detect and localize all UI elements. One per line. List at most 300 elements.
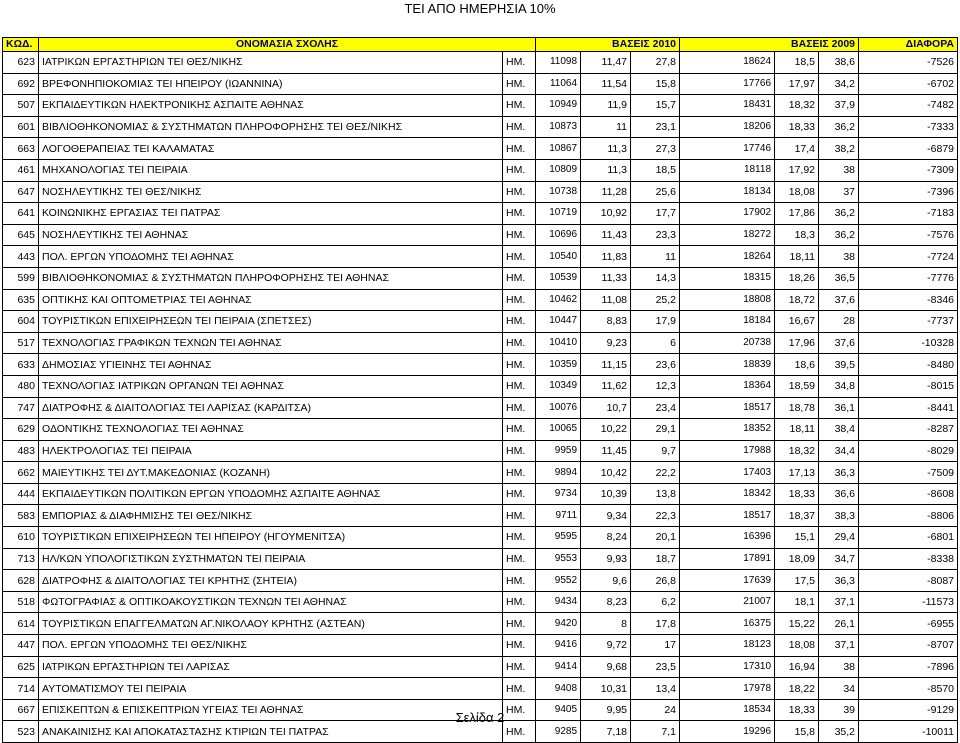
row-type: ΗΜ. — [503, 289, 536, 311]
row-code: 614 — [3, 613, 39, 635]
row-school-name: ΤΕΧΝΟΛΟΓΙΑΣ ΙΑΤΡΙΚΩΝ ΟΡΓΑΝΩΝ ΤΕΙ ΑΘΗΝΑΣ — [39, 375, 503, 397]
row-2010-score-a: 11,28 — [581, 181, 631, 203]
row-2010-score-a: 10,7 — [581, 397, 631, 419]
row-2010-score-a: 10,39 — [581, 483, 631, 505]
row-2010-score-a: 11,54 — [581, 73, 631, 95]
row-bases-2009: 18118 — [680, 159, 775, 181]
row-bases-2010: 10738 — [536, 181, 581, 203]
table-row — [3, 159, 958, 181]
row-school-name: ΦΩΤΟΓΡΑΦΙΑΣ & ΟΠΤΙΚΟΑΚΟΥΣΤΙΚΩΝ ΤΕΧΝΩΝ ΤΕΙ ΑΘΗΝΑΣ — [39, 591, 503, 613]
row-type: ΗΜ. — [503, 419, 536, 441]
row-2010-score-b: 13,8 — [631, 483, 680, 505]
row-difference: -8570 — [859, 678, 958, 700]
row-school-name: ΕΜΠΟΡΙΑΣ & ΔΙΑΦΗΜΙΣΗΣ ΤΕΙ ΘΕΣ/ΝΙΚΗΣ — [39, 505, 503, 527]
table-row — [3, 354, 958, 376]
row-2010-score-a: 7,18 — [581, 721, 631, 743]
row-code: 714 — [3, 678, 39, 700]
row-2010-score-a: 8,24 — [581, 527, 631, 549]
row-2009-score-b: 28 — [819, 311, 859, 333]
row-type: ΗΜ. — [503, 527, 536, 549]
row-bases-2009: 17978 — [680, 678, 775, 700]
row-2010-score-a: 10,22 — [581, 419, 631, 441]
row-code: 645 — [3, 224, 39, 246]
row-2009-score-b: 39,5 — [819, 354, 859, 376]
row-2009-score-a: 17,97 — [775, 73, 819, 95]
row-bases-2010: 10359 — [536, 354, 581, 376]
row-bases-2009: 18206 — [680, 116, 775, 138]
row-2009-score-a: 18,5 — [775, 52, 819, 74]
row-bases-2009: 18272 — [680, 224, 775, 246]
row-school-name: ΟΠΤΙΚΗΣ ΚΑΙ ΟΠΤΟΜΕΤΡΙΑΣ ΤΕΙ ΑΘΗΝΑΣ — [39, 289, 503, 311]
row-bases-2010: 9405 — [536, 699, 581, 721]
row-2009-score-b: 34,2 — [819, 73, 859, 95]
row-school-name: ΜΗΧΑΝΟΛΟΓΙΑΣ ΤΕΙ ΠΕΙΡΑΙΑ — [39, 159, 503, 181]
row-bases-2010: 10447 — [536, 311, 581, 333]
row-difference: -8806 — [859, 505, 958, 527]
row-bases-2010: 10540 — [536, 246, 581, 268]
row-code: 692 — [3, 73, 39, 95]
row-code: 443 — [3, 246, 39, 268]
row-bases-2009: 18264 — [680, 246, 775, 268]
row-2009-score-a: 18,08 — [775, 181, 819, 203]
row-2009-score-b: 26,1 — [819, 613, 859, 635]
row-bases-2010: 9285 — [536, 721, 581, 743]
row-2009-score-a: 17,92 — [775, 159, 819, 181]
row-bases-2009: 18123 — [680, 635, 775, 657]
row-difference: -6879 — [859, 138, 958, 160]
row-bases-2009: 17902 — [680, 203, 775, 225]
row-bases-2009: 17746 — [680, 138, 775, 160]
header-code: ΚΩΔ. — [3, 38, 39, 52]
row-difference: -6702 — [859, 73, 958, 95]
row-type: ΗΜ. — [503, 95, 536, 117]
row-2009-score-b: 36,3 — [819, 462, 859, 484]
row-bases-2009: 18342 — [680, 483, 775, 505]
row-bases-2009: 18517 — [680, 505, 775, 527]
row-type: ΗΜ. — [503, 548, 536, 570]
row-school-name: ΜΑΙΕΥΤΙΚΗΣ ΤΕΙ ΔΥΤ.ΜΑΚΕΔΟΝΙΑΣ (ΚΟΖΑΝΗ) — [39, 462, 503, 484]
row-2009-score-a: 18,33 — [775, 699, 819, 721]
row-bases-2009: 18534 — [680, 699, 775, 721]
row-2010-score-a: 10,31 — [581, 678, 631, 700]
header-bases-2009: ΒΑΣΕΙΣ 2009 — [680, 38, 859, 52]
table-row — [3, 440, 958, 462]
row-2010-score-b: 7,1 — [631, 721, 680, 743]
table-row — [3, 52, 958, 74]
table-row — [3, 116, 958, 138]
row-2010-score-a: 11,47 — [581, 52, 631, 74]
row-code: 633 — [3, 354, 39, 376]
row-2009-score-b: 35,2 — [819, 721, 859, 743]
table-row — [3, 267, 958, 289]
row-difference: -7737 — [859, 311, 958, 333]
row-2010-score-b: 18,5 — [631, 159, 680, 181]
row-2009-score-a: 18,09 — [775, 548, 819, 570]
row-code: 747 — [3, 397, 39, 419]
row-difference: -8608 — [859, 483, 958, 505]
row-bases-2010: 9711 — [536, 505, 581, 527]
row-school-name: ΒΙΒΛΙΟΘΗΚΟΝΟΜΙΑΣ & ΣΥΣΤΗΜΑΤΩΝ ΠΛΗΡΟΦΟΡΗΣΗΣ ΤΕΙ ΘΕΣ/ΝΙΚΗΣ — [39, 116, 503, 138]
header-bases-2010: ΒΑΣΕΙΣ 2010 — [536, 38, 680, 52]
row-bases-2010: 10410 — [536, 332, 581, 354]
row-code: 610 — [3, 527, 39, 549]
row-difference: -7509 — [859, 462, 958, 484]
row-2009-score-b: 37 — [819, 181, 859, 203]
row-school-name: ΕΚΠΑΙΔΕΥΤΙΚΩΝ ΗΛΕΚΤΡΟΝΙΚΗΣ ΑΣΠΑΙΤΕ ΑΘΗΝΑΣ — [39, 95, 503, 117]
row-school-name: ΙΑΤΡΙΚΩΝ ΕΡΓΑΣΤΗΡΙΩΝ ΤΕΙ ΘΕΣ/ΝΙΚΗΣ — [39, 52, 503, 74]
row-difference: -10011 — [859, 721, 958, 743]
row-2009-score-b: 36,5 — [819, 267, 859, 289]
row-2010-score-a: 11,08 — [581, 289, 631, 311]
row-2010-score-b: 27,3 — [631, 138, 680, 160]
row-2009-score-b: 36,2 — [819, 203, 859, 225]
row-2009-score-a: 17,4 — [775, 138, 819, 160]
row-school-name: ΗΛ/ΚΩΝ ΥΠΟΛΟΓΙΣΤΙΚΩΝ ΣΥΣΤΗΜΑΤΩΝ ΤΕΙ ΠΕΙΡΑΙΑ — [39, 548, 503, 570]
table-row — [3, 203, 958, 225]
table-row — [3, 613, 958, 635]
row-school-name: ΕΚΠΑΙΔΕΥΤΙΚΩΝ ΠΟΛΙΤΙΚΩΝ ΕΡΓΩΝ ΥΠΟΔΟΜΗΣ ΑΣΠΑΙΤΕ ΑΘΗΝΑΣ — [39, 483, 503, 505]
row-type: ΗΜ. — [503, 505, 536, 527]
table-row — [3, 224, 958, 246]
row-2010-score-b: 20,1 — [631, 527, 680, 549]
row-2010-score-a: 9,34 — [581, 505, 631, 527]
row-code: 523 — [3, 721, 39, 743]
row-2009-score-a: 18,72 — [775, 289, 819, 311]
table-body — [3, 52, 958, 743]
row-type: ΗΜ. — [503, 699, 536, 721]
row-2009-score-b: 37,9 — [819, 95, 859, 117]
row-2010-score-b: 6 — [631, 332, 680, 354]
row-code: 628 — [3, 570, 39, 592]
row-difference: -8441 — [859, 397, 958, 419]
row-2009-score-a: 18,78 — [775, 397, 819, 419]
row-bases-2010: 9959 — [536, 440, 581, 462]
row-bases-2009: 17988 — [680, 440, 775, 462]
row-2010-score-a: 8 — [581, 613, 631, 635]
row-bases-2009: 16396 — [680, 527, 775, 549]
row-2010-score-b: 22,2 — [631, 462, 680, 484]
row-difference: -7482 — [859, 95, 958, 117]
header-name: ΟΝΟΜΑΣΙΑ ΣΧΟΛΗΣ — [39, 38, 536, 52]
row-2010-score-a: 9,23 — [581, 332, 631, 354]
row-type: ΗΜ. — [503, 462, 536, 484]
row-2009-score-a: 18,26 — [775, 267, 819, 289]
row-bases-2009: 17403 — [680, 462, 775, 484]
row-code: 507 — [3, 95, 39, 117]
row-2009-score-b: 37,1 — [819, 635, 859, 657]
row-school-name: ΔΙΑΤΡΟΦΗΣ & ΔΙΑΙΤΟΛΟΓΙΑΣ ΤΕΙ ΛΑΡΙΣΑΣ (ΚΑΡΔΙΤΣΑ) — [39, 397, 503, 419]
row-2010-score-a: 9,93 — [581, 548, 631, 570]
row-school-name: ΙΑΤΡΙΚΩΝ ΕΡΓΑΣΤΗΡΙΩΝ ΤΕΙ ΛΑΡΙΣΑΣ — [39, 656, 503, 678]
row-2010-score-b: 23,1 — [631, 116, 680, 138]
row-2009-score-b: 36,6 — [819, 483, 859, 505]
row-2010-score-a: 11,3 — [581, 159, 631, 181]
row-bases-2010: 10539 — [536, 267, 581, 289]
row-bases-2010: 9595 — [536, 527, 581, 549]
row-2010-score-b: 18,7 — [631, 548, 680, 570]
row-school-name: ΗΛΕΚΤΡΟΛΟΓΙΑΣ ΤΕΙ ΠΕΙΡΑΙΑ — [39, 440, 503, 462]
row-code: 483 — [3, 440, 39, 462]
row-code: 713 — [3, 548, 39, 570]
row-difference: -8707 — [859, 635, 958, 657]
row-school-name: ΤΟΥΡΙΣΤΙΚΩΝ ΕΠΙΧΕΙΡΗΣΕΩΝ ΤΕΙ ΠΕΙΡΑΙΑ (ΣΠΕΤΣΕΣ) — [39, 311, 503, 333]
row-code: 601 — [3, 116, 39, 138]
row-2009-score-a: 18,32 — [775, 95, 819, 117]
row-type: ΗΜ. — [503, 52, 536, 74]
row-difference: -7333 — [859, 116, 958, 138]
row-2010-score-b: 23,4 — [631, 397, 680, 419]
row-bases-2009: 18808 — [680, 289, 775, 311]
table-row — [3, 397, 958, 419]
row-2010-score-b: 23,6 — [631, 354, 680, 376]
row-code: 635 — [3, 289, 39, 311]
row-bases-2010: 11098 — [536, 52, 581, 74]
table-row — [3, 332, 958, 354]
row-2009-score-b: 37,6 — [819, 289, 859, 311]
row-difference: -7309 — [859, 159, 958, 181]
row-difference: -6801 — [859, 527, 958, 549]
row-2010-score-b: 22,3 — [631, 505, 680, 527]
row-type: ΗΜ. — [503, 721, 536, 743]
table-header-row — [3, 38, 958, 52]
row-type: ΗΜ. — [503, 656, 536, 678]
row-school-name: ΑΥΤΟΜΑΤΙΣΜΟΥ ΤΕΙ ΠΕΙΡΑΙΑ — [39, 678, 503, 700]
row-2009-score-b: 34,8 — [819, 375, 859, 397]
row-school-name: ΤΕΧΝΟΛΟΓΙΑΣ ΓΡΑΦΙΚΩΝ ΤΕΧΝΩΝ ΤΕΙ ΑΘΗΝΑΣ — [39, 332, 503, 354]
table-row — [3, 483, 958, 505]
row-code: 604 — [3, 311, 39, 333]
row-type: ΗΜ. — [503, 678, 536, 700]
row-bases-2010: 9416 — [536, 635, 581, 657]
row-2010-score-a: 11,9 — [581, 95, 631, 117]
row-2010-score-b: 17,9 — [631, 311, 680, 333]
row-bases-2009: 17766 — [680, 73, 775, 95]
row-2010-score-b: 17,7 — [631, 203, 680, 225]
row-bases-2009: 18184 — [680, 311, 775, 333]
row-2009-score-b: 34,7 — [819, 548, 859, 570]
row-2009-score-a: 18,22 — [775, 678, 819, 700]
row-school-name: ΠΟΛ. ΕΡΓΩΝ ΥΠΟΔΟΜΗΣ ΤΕΙ ΑΘΗΝΑΣ — [39, 246, 503, 268]
row-type: ΗΜ. — [503, 635, 536, 657]
row-code: 623 — [3, 52, 39, 74]
row-2009-score-b: 36,3 — [819, 570, 859, 592]
row-2009-score-b: 38,3 — [819, 505, 859, 527]
table-row — [3, 311, 958, 333]
row-bases-2010: 9420 — [536, 613, 581, 635]
row-2010-score-a: 11,15 — [581, 354, 631, 376]
row-2009-score-a: 18,37 — [775, 505, 819, 527]
row-type: ΗΜ. — [503, 73, 536, 95]
row-type: ΗΜ. — [503, 203, 536, 225]
row-type: ΗΜ. — [503, 224, 536, 246]
row-2009-score-b: 36,1 — [819, 397, 859, 419]
row-2010-score-b: 15,8 — [631, 73, 680, 95]
row-school-name: ΛΟΓΟΘΕΡΑΠΕΙΑΣ ΤΕΙ ΚΑΛΑΜΑΤΑΣ — [39, 138, 503, 160]
row-2009-score-b: 39 — [819, 699, 859, 721]
row-bases-2010: 9894 — [536, 462, 581, 484]
row-bases-2010: 10462 — [536, 289, 581, 311]
row-2009-score-a: 18,08 — [775, 635, 819, 657]
row-code: 629 — [3, 419, 39, 441]
row-bases-2010: 9553 — [536, 548, 581, 570]
row-type: ΗΜ. — [503, 267, 536, 289]
row-bases-2009: 18134 — [680, 181, 775, 203]
row-school-name: ΒΡΕΦΟΝΗΠΙΟΚΟΜΙΑΣ ΤΕΙ ΗΠΕΙΡΟΥ (ΙΩΑΝΝΙΝΑ) — [39, 73, 503, 95]
row-2010-score-a: 9,6 — [581, 570, 631, 592]
row-code: 518 — [3, 591, 39, 613]
row-2010-score-a: 11,62 — [581, 375, 631, 397]
row-bases-2010: 10809 — [536, 159, 581, 181]
table-row — [3, 375, 958, 397]
row-bases-2010: 10867 — [536, 138, 581, 160]
row-code: 461 — [3, 159, 39, 181]
row-2010-score-a: 8,23 — [581, 591, 631, 613]
row-difference: -8029 — [859, 440, 958, 462]
row-2009-score-a: 15,22 — [775, 613, 819, 635]
table-row — [3, 656, 958, 678]
row-2010-score-b: 17 — [631, 635, 680, 657]
table-row — [3, 678, 958, 700]
row-2009-score-b: 38,2 — [819, 138, 859, 160]
row-2010-score-a: 10,92 — [581, 203, 631, 225]
row-bases-2010: 10696 — [536, 224, 581, 246]
row-2009-score-a: 18,11 — [775, 419, 819, 441]
table-row — [3, 462, 958, 484]
row-2010-score-b: 13,4 — [631, 678, 680, 700]
row-bases-2009: 17639 — [680, 570, 775, 592]
row-school-name: ΔΙΑΤΡΟΦΗΣ & ΔΙΑΙΤΟΛΟΓΙΑΣ ΤΕΙ ΚΡΗΤΗΣ (ΣΗΤΕΙΑ) — [39, 570, 503, 592]
table-row — [3, 635, 958, 657]
row-difference: -6955 — [859, 613, 958, 635]
row-type: ΗΜ. — [503, 570, 536, 592]
row-type: ΗΜ. — [503, 440, 536, 462]
row-bases-2009: 20738 — [680, 332, 775, 354]
row-type: ΗΜ. — [503, 159, 536, 181]
row-2009-score-a: 17,5 — [775, 570, 819, 592]
row-2009-score-a: 18,59 — [775, 375, 819, 397]
row-2009-score-a: 18,3 — [775, 224, 819, 246]
row-bases-2010: 9414 — [536, 656, 581, 678]
row-school-name: ΠΟΛ. ΕΡΓΩΝ ΥΠΟΔΟΜΗΣ ΤΕΙ ΘΕΣ/ΝΙΚΗΣ — [39, 635, 503, 657]
row-school-name: ΟΔΟΝΤΙΚΗΣ ΤΕΧΝΟΛΟΓΙΑΣ ΤΕΙ ΑΘΗΝΑΣ — [39, 419, 503, 441]
row-bases-2009: 17310 — [680, 656, 775, 678]
row-2009-score-a: 18,11 — [775, 246, 819, 268]
row-type: ΗΜ. — [503, 397, 536, 419]
row-difference: -11573 — [859, 591, 958, 613]
row-2010-score-b: 26,8 — [631, 570, 680, 592]
row-code: 599 — [3, 267, 39, 289]
row-bases-2009: 18624 — [680, 52, 775, 74]
row-bases-2009: 18839 — [680, 354, 775, 376]
row-bases-2010: 10349 — [536, 375, 581, 397]
row-2010-score-b: 14,3 — [631, 267, 680, 289]
table-row — [3, 289, 958, 311]
table-row — [3, 246, 958, 268]
table-row — [3, 505, 958, 527]
row-school-name: ΔΗΜΟΣΙΑΣ ΥΓΙΕΙΝΗΣ ΤΕΙ ΑΘΗΝΑΣ — [39, 354, 503, 376]
row-bases-2009: 18364 — [680, 375, 775, 397]
row-2009-score-b: 38 — [819, 246, 859, 268]
row-bases-2010: 10076 — [536, 397, 581, 419]
row-2010-score-b: 12,3 — [631, 375, 680, 397]
row-school-name: ΑΝΑΚΑΙΝΙΣΗΣ ΚΑΙ ΑΠΟΚΑΤΑΣΤΑΣΗΣ ΚΤΙΡΙΩΝ ΤΕΙ ΠΑΤΡΑΣ — [39, 721, 503, 743]
row-2010-score-a: 11,83 — [581, 246, 631, 268]
row-2010-score-b: 17,8 — [631, 613, 680, 635]
row-bases-2010: 10873 — [536, 116, 581, 138]
row-2010-score-b: 24 — [631, 699, 680, 721]
row-2009-score-a: 18,33 — [775, 483, 819, 505]
table-row — [3, 527, 958, 549]
row-2009-score-b: 38 — [819, 159, 859, 181]
row-2010-score-b: 15,7 — [631, 95, 680, 117]
row-bases-2009: 17891 — [680, 548, 775, 570]
row-type: ΗΜ. — [503, 354, 536, 376]
row-2010-score-b: 25,2 — [631, 289, 680, 311]
row-bases-2010: 10719 — [536, 203, 581, 225]
row-bases-2010: 9734 — [536, 483, 581, 505]
row-code: 667 — [3, 699, 39, 721]
row-2010-score-a: 9,68 — [581, 656, 631, 678]
row-school-name: ΝΟΣΗΛΕΥΤΙΚΗΣ ΤΕΙ ΘΕΣ/ΝΙΚΗΣ — [39, 181, 503, 203]
row-difference: -7776 — [859, 267, 958, 289]
row-2009-score-b: 38 — [819, 656, 859, 678]
row-school-name: ΕΠΙΣΚΕΠΤΩΝ & ΕΠΙΣΚΕΠΤΡΙΩΝ ΥΓΕΙΑΣ ΤΕΙ ΑΘΗΝΑΣ — [39, 699, 503, 721]
row-difference: -7724 — [859, 246, 958, 268]
row-2009-score-b: 38,6 — [819, 52, 859, 74]
page-footer: Σελίδα 2 — [455, 710, 505, 725]
row-bases-2010: 9434 — [536, 591, 581, 613]
row-bases-2009: 18352 — [680, 419, 775, 441]
row-2009-score-a: 15,8 — [775, 721, 819, 743]
row-bases-2009: 21007 — [680, 591, 775, 613]
row-2009-score-a: 18,32 — [775, 440, 819, 462]
row-2010-score-b: 27,8 — [631, 52, 680, 74]
table-row — [3, 138, 958, 160]
row-code: 662 — [3, 462, 39, 484]
row-type: ΗΜ. — [503, 483, 536, 505]
table-row — [3, 419, 958, 441]
row-2010-score-b: 11 — [631, 246, 680, 268]
row-2009-score-a: 18,1 — [775, 591, 819, 613]
row-2010-score-b: 25,6 — [631, 181, 680, 203]
row-bases-2010: 10065 — [536, 419, 581, 441]
row-school-name: ΚΟΙΝΩΝΙΚΗΣ ΕΡΓΑΣΙΑΣ ΤΕΙ ΠΑΤΡΑΣ — [39, 203, 503, 225]
row-difference: -7183 — [859, 203, 958, 225]
row-difference: -7526 — [859, 52, 958, 74]
table-row — [3, 181, 958, 203]
row-school-name: ΝΟΣΗΛΕΥΤΙΚΗΣ ΤΕΙ ΑΘΗΝΑΣ — [39, 224, 503, 246]
row-2010-score-b: 9,7 — [631, 440, 680, 462]
row-difference: -9129 — [859, 699, 958, 721]
row-type: ΗΜ. — [503, 375, 536, 397]
row-2009-score-b: 37,6 — [819, 332, 859, 354]
row-type: ΗΜ. — [503, 181, 536, 203]
row-type: ΗΜ. — [503, 311, 536, 333]
row-2010-score-a: 9,72 — [581, 635, 631, 657]
row-bases-2009: 18431 — [680, 95, 775, 117]
row-2009-score-b: 37,1 — [819, 591, 859, 613]
row-bases-2010: 9552 — [536, 570, 581, 592]
row-difference: -8338 — [859, 548, 958, 570]
row-2009-score-b: 29,4 — [819, 527, 859, 549]
row-2009-score-b: 36,2 — [819, 224, 859, 246]
row-2009-score-a: 15,1 — [775, 527, 819, 549]
row-difference: -8346 — [859, 289, 958, 311]
table-row — [3, 591, 958, 613]
row-difference: -10328 — [859, 332, 958, 354]
row-bases-2009: 16375 — [680, 613, 775, 635]
row-type: ΗΜ. — [503, 116, 536, 138]
